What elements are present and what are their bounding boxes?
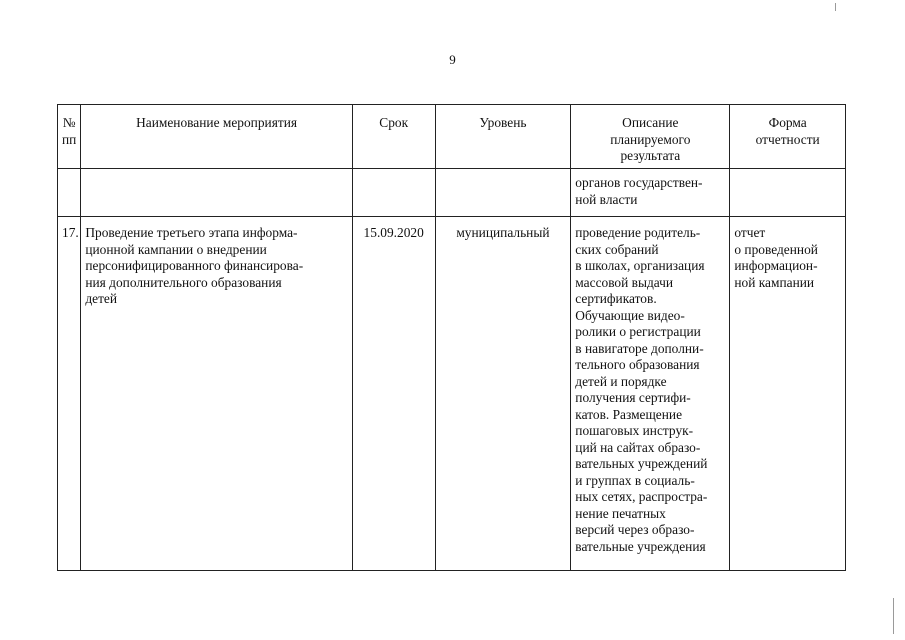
cell-event-name: Проведение третьего этапа информа- ционной кампании о внедрении персонифицированного финансирова- ния дополнительного образования детей [81,217,353,571]
cell-level: муниципальный [435,217,571,571]
cell-number [58,169,81,217]
cell-level [435,169,571,217]
page-number: 9 [449,52,456,67]
table-header-row [58,105,846,169]
table-row-continuation [58,169,846,217]
table-row [58,217,846,571]
cell-result-description: органов государствен- ной власти [571,169,730,217]
scan-mark-bottom [893,598,894,634]
cell-result-description: проведение родитель- ских собраний в школах, организация массовой выдачи сертификатов. Обучающие видео- ролики о регистрации в навигаторе дополни- тельного образования детей и порядке получения сертифи- катов. Размещение пошаговых инструк- ций на сайтах образо- вательных учреждений и группах в социаль- ных сетях, распростра- нение печатных версий через образо- вательные учреждения [571,217,730,571]
header-event-name: Наименование мероприятия [81,105,353,169]
cell-event-name [81,169,353,217]
header-number: № пп [58,105,81,169]
cell-number: 17. [58,217,81,571]
cell-deadline [352,169,435,217]
events-plan-table [57,104,846,571]
scan-mark-top [835,3,836,11]
header-level: Уровень [435,105,571,169]
cell-deadline: 15.09.2020 [352,217,435,571]
header-deadline: Срок [352,105,435,169]
cell-report-form [730,169,846,217]
header-report-form: Форма отчетности [730,105,846,169]
cell-report-form: отчет о проведенной информацион- ной кампании [730,217,846,571]
header-result-description: Описание планируемого результата [571,105,730,169]
